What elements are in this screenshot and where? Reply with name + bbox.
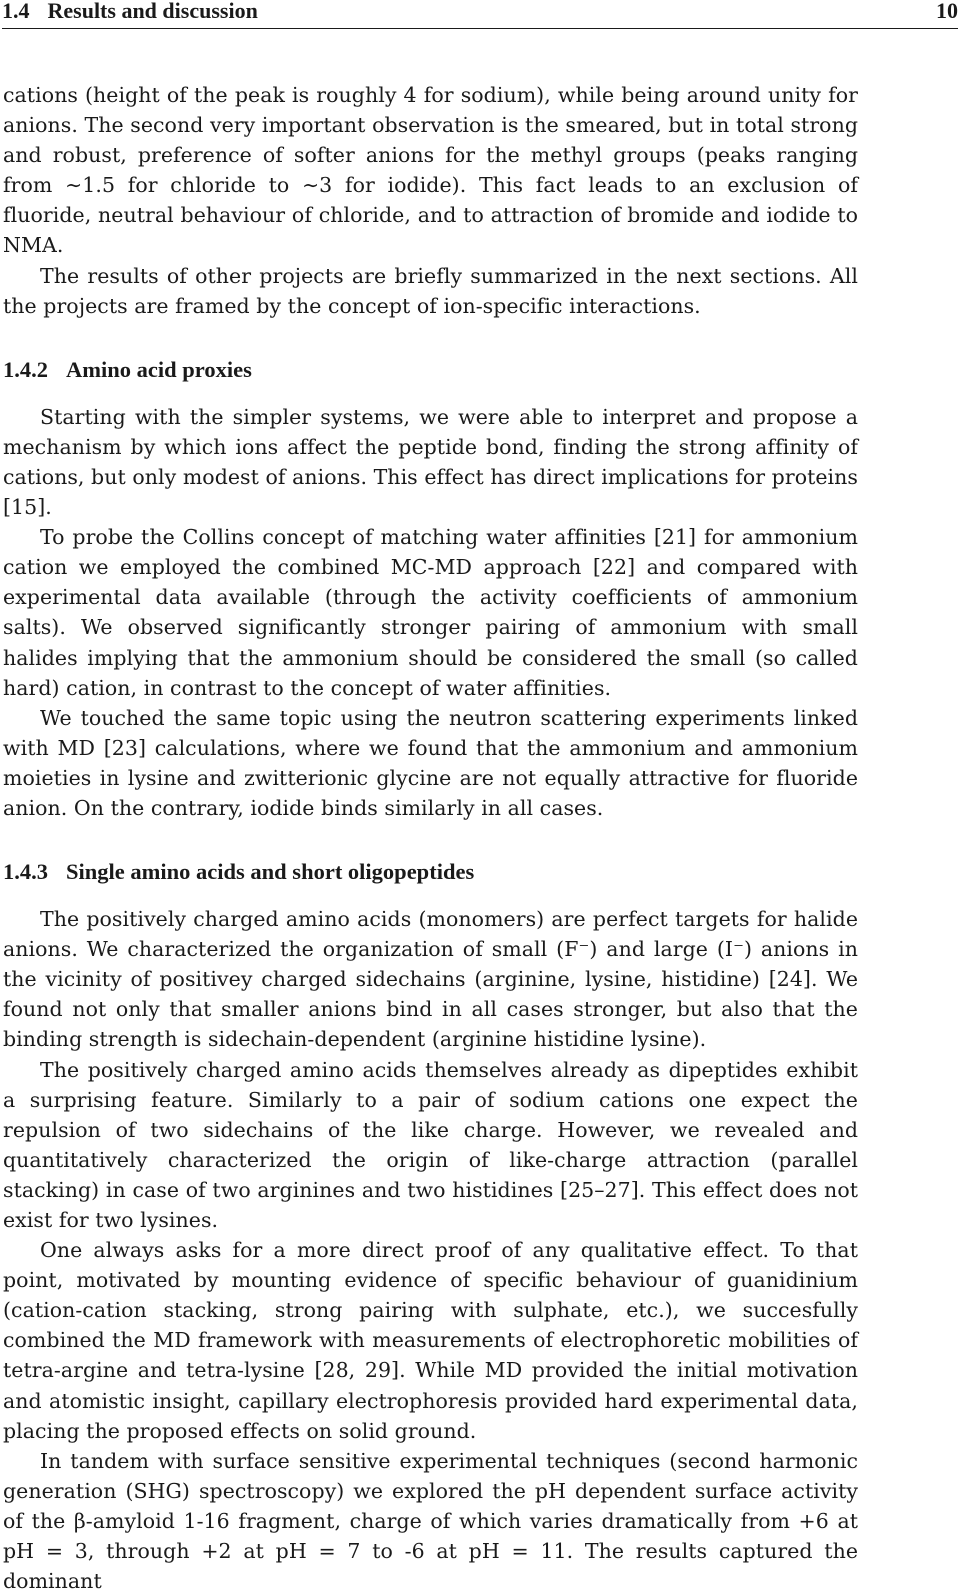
- header-section-number: 1.4: [2, 0, 30, 23]
- running-header: [2, 0, 958, 29]
- page-body: [3, 80, 858, 1596]
- section-title: Single amino acids and short oligopeptides: [66, 859, 475, 885]
- paragraph: Starting with the simpler systems, we were able to interpret and propose a mechanism by which ions affect the peptide bond, finding the strong affinity of cations, but only modest of anions. This effect has direct implications for proteins [15].: [3, 404, 858, 520]
- section-number: 1.4.2: [3, 356, 48, 382]
- paragraph: We touched the same topic using the neutron scattering experiments linked with MD [23] calculations, where we found that the ammonium and ammonium moieties in lysine and zwitterionic glycine are not equally attractive for fluoride anion. On the contrary, iodide binds similarly in all cases.: [3, 705, 858, 820]
- header-section: [2, 0, 258, 22]
- paragraph: To probe the Collins concept of matching water affinities [21] for ammonium cation we employed the combined MC-MD approach [22] and compared with experimental data available (through the activity coefficients of ammonium salts). We observed significantly stronger pairing of ammonium with small halides implying that the ammonium should be considered the small (so called hard) cation, in contrast to the concept of water affinities.: [3, 525, 858, 700]
- paragraph: The positively charged amino acids (monomers) are perfect targets for halide anions. We characterized the organization of small (F⁻) and large (I⁻) anions in the vicinity of positivey charged sidechains (arginine, lysine, histidine) [24]. We found not only that smaller anions bind in all cases stronger, but also that the binding strength is sidechain-dependent (arginine histidine lysine).: [3, 907, 858, 1052]
- page-number: 10: [936, 0, 958, 23]
- section-heading-1-4-3: [3, 857, 858, 887]
- paragraph: The results of other projects are briefly summarized in the next sections. All the projects are framed by the concept of ion-specific interactions.: [3, 263, 858, 318]
- paragraph: One always asks for a more direct proof of any qualitative effect. To that point, motivated by mounting evidence of specific behaviour of guanidinium (cation-cation stacking, strong pairing with sulphate, etc.), we succesfully combined the MD framework with measurements of electrophoretic mobilities of tetra-argine and tetra-lysine [28, 29]. While MD provided the initial motivation and atomistic insight, capillary electrophoresis provided hard experimental data, placing the proposed effects on solid ground.: [3, 1238, 858, 1443]
- section-heading-1-4-2: [3, 355, 858, 385]
- paragraph: The positively charged amino acids themselves already as dipeptides exhibit a surprising feature. Similarly to a pair of sodium cations one expect the repulsion of two sidechains of the like charge. However, we revealed and quantitatively characterized the origin of like-charge attraction (parallel stacking) in case of two arginines and two histidines [25–27]. This effect does not exist for two lysines.: [3, 1057, 858, 1232]
- header-section-title: Results and discussion: [47, 0, 258, 23]
- paragraph: cations (height of the peak is roughly 4 for sodium), while being around unity for anions. The second very important observation is the smeared, but in total strong and robust, preference of softer anions for the methyl groups (peaks ranging from ∼1.5 for chloride to ∼3 for iodide). This fact leads to an exclusion of fluoride, neutral behaviour of chloride, and to attraction of bromide and iodide to NMA.: [3, 83, 858, 258]
- section-title: Amino acid proxies: [66, 356, 252, 382]
- section-number: 1.4.3: [3, 859, 48, 885]
- paragraph: In tandem with surface sensitive experimental techniques (second harmonic generation (SHG) spectroscopy) we explored the pH dependent surface activity of the β-amyloid 1-16 fragment, charge of which varies dramatically from +6 at pH = 3, through +2 at pH = 7 to -6 at pH = 11. The results captured the dominant: [3, 1448, 858, 1594]
